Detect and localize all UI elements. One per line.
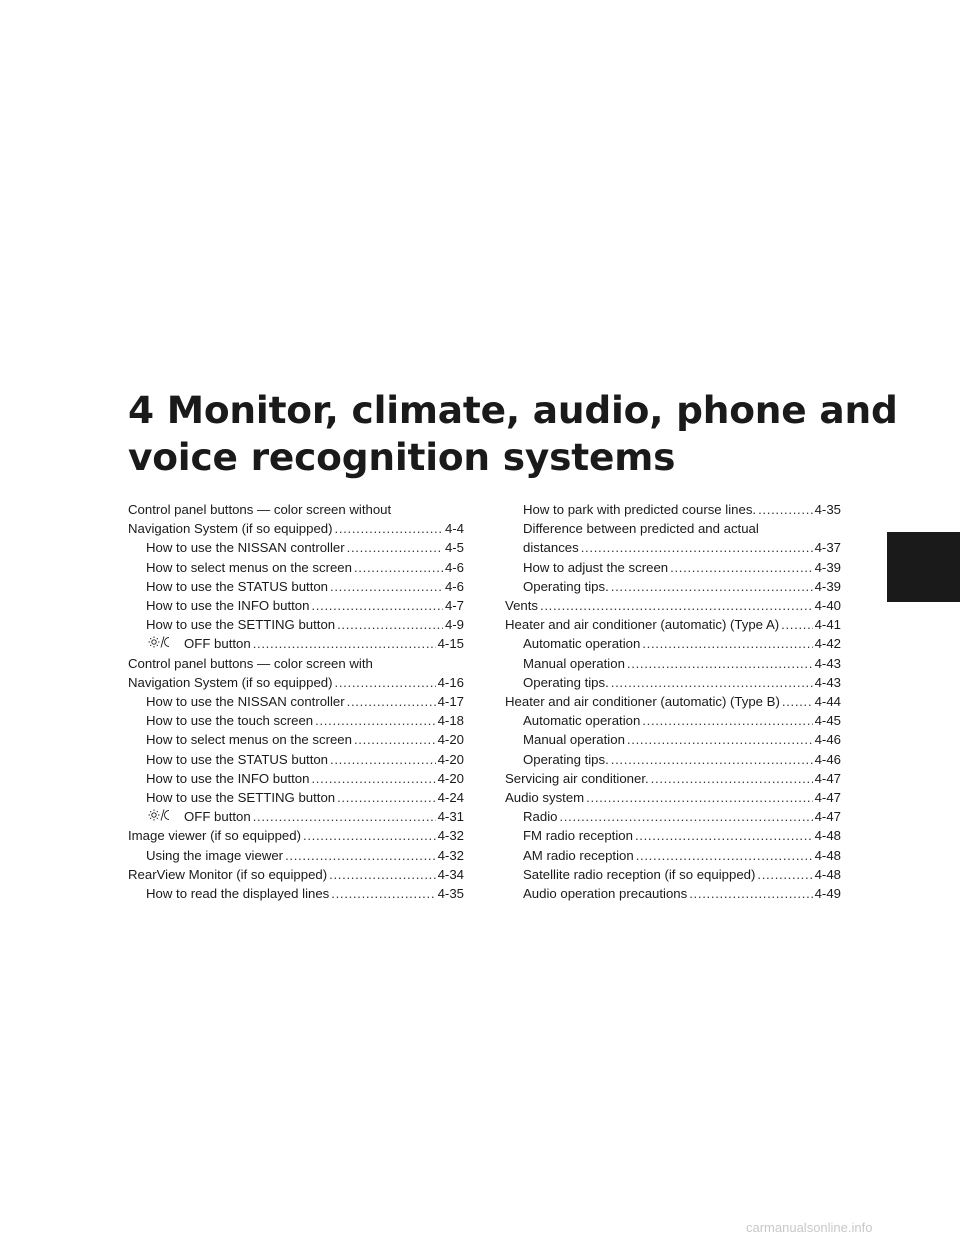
toc-entry [128, 500, 464, 538]
dot-leader [627, 730, 813, 749]
toc-entry-title: How to use the NISSAN controller [146, 540, 345, 556]
toc-entry-page: 4-32 [437, 828, 464, 844]
toc-entry [505, 634, 841, 653]
toc-entry-title-line: Difference between predicted and actual [523, 521, 759, 537]
toc-entry-page: 4-5 [444, 540, 464, 556]
toc-entry-title: Using the image viewer [146, 847, 284, 863]
toc-entry-title-line: Control panel buttons — color screen without [128, 502, 392, 517]
dot-leader [315, 711, 435, 730]
toc-entry [505, 673, 841, 692]
dot-leader [540, 596, 813, 615]
toc-entry [128, 596, 464, 615]
toc-entry-title: Manual operation [523, 655, 625, 671]
toc-entry-title: Radio [523, 809, 558, 825]
toc-entry-page: 4-31 [437, 809, 464, 825]
toc-entry [505, 865, 841, 884]
toc-entry-title: Servicing air conditioner. [505, 770, 649, 786]
dot-leader [782, 692, 813, 711]
toc-entry-title: FM radio reception [523, 828, 633, 844]
toc-entry-title-line: Control panel buttons — color screen with [128, 655, 373, 671]
toc-entry-title: How to park with predicted course lines. [523, 502, 757, 517]
toc-entry-page: 4-6 [444, 559, 464, 575]
dot-leader [354, 558, 443, 577]
toc-entry [505, 654, 841, 673]
toc-entry-title: Heater and air conditioner (automatic) (Type A) [505, 617, 780, 633]
toc-entry-page: 4-43 [814, 655, 841, 671]
toc-entry [128, 788, 464, 807]
toc-entry-page: 4-15 [437, 636, 464, 652]
dot-leader [651, 769, 813, 788]
dot-leader [311, 769, 435, 788]
toc-entry [128, 615, 464, 634]
toc-entry-title: How to use the INFO button [146, 770, 310, 786]
toc-entry-page: 4-16 [437, 674, 464, 690]
dot-leader [611, 673, 813, 692]
toc-entry-title: Operating tips. [523, 674, 609, 690]
toc-entry [505, 615, 841, 634]
toc-entry-title: Audio system [505, 790, 585, 806]
toc-entry-page: 4-39 [814, 559, 841, 575]
toc-entry-page: 4-48 [814, 866, 841, 882]
toc-entry [128, 884, 464, 903]
toc-entry-page: 4-42 [814, 636, 841, 652]
chapter-title: 4 Monitor, climate, audio, phone and voice recognition systems [128, 388, 898, 480]
dot-leader [757, 865, 812, 884]
toc-entry [505, 884, 841, 903]
toc-entry [128, 577, 464, 596]
toc-entry-page: 4-24 [437, 790, 464, 806]
toc-entry-title: Navigation System (if so equipped) [128, 521, 333, 537]
toc-entry-title: Image viewer (if so equipped) [128, 828, 301, 844]
toc-entry [505, 711, 841, 730]
dot-leader [627, 654, 813, 673]
toc-entry-title: distances [523, 540, 579, 556]
dot-leader [329, 865, 435, 884]
toc-entry [505, 596, 841, 615]
toc-entry-page: 4-43 [814, 674, 841, 690]
dot-leader [689, 884, 812, 903]
toc-left-column [128, 500, 464, 903]
toc-entry [128, 692, 464, 711]
toc-entry [128, 769, 464, 788]
toc-entry [505, 730, 841, 749]
toc-entry-title: How to select menus on the screen [146, 559, 352, 575]
dot-leader [330, 750, 436, 769]
toc-entry-title: How to use the SETTING button [146, 617, 336, 633]
toc-entry-page: 4-34 [437, 866, 464, 882]
toc-entry-page: 4-7 [444, 598, 464, 614]
toc-entry [128, 558, 464, 577]
dot-leader [285, 846, 436, 865]
dot-leader [303, 826, 436, 845]
toc-entry [505, 558, 841, 577]
toc-entry-page: 4-46 [814, 732, 841, 748]
toc-right-column [505, 500, 841, 903]
toc-entry [128, 711, 464, 730]
toc-entry [505, 788, 841, 807]
dot-leader [253, 807, 436, 826]
toc-entry [505, 500, 841, 519]
toc-entry-page: 4-20 [437, 751, 464, 767]
toc-entry [505, 807, 841, 826]
toc-entry-page: 4-49 [814, 886, 841, 902]
toc-entry-page: 4-46 [814, 751, 841, 767]
toc-entry-page: 4-35 [814, 502, 841, 517]
dot-leader [337, 615, 443, 634]
toc-entry-title: Satellite radio reception (if so equipped) [523, 866, 756, 882]
toc-entry [128, 654, 464, 692]
toc-entry-page: 4-4 [444, 521, 464, 537]
toc-entry-page: 4-18 [437, 713, 464, 729]
dot-leader [331, 884, 435, 903]
toc-entry-title: How to use the STATUS button [146, 578, 329, 594]
dot-leader [330, 577, 443, 596]
dot-leader [636, 846, 813, 865]
dot-leader [354, 730, 436, 749]
dot-leader [670, 558, 812, 577]
toc-entry-title: How to read the displayed lines [146, 886, 330, 902]
toc-entry-page: 4-20 [437, 732, 464, 748]
toc-entry-title: Automatic operation [523, 636, 641, 652]
toc-entry [128, 865, 464, 884]
toc-entry [128, 750, 464, 769]
toc-entry-title: AM radio reception [523, 847, 634, 863]
toc-entry [505, 769, 841, 788]
dot-leader [758, 500, 813, 519]
dot-leader [253, 634, 436, 653]
toc-entry-title: OFF button [184, 636, 251, 652]
toc-entry-page: 4-35 [437, 886, 464, 902]
dot-leader [581, 538, 813, 557]
dot-leader [311, 596, 442, 615]
toc-entry-title: How to adjust the screen [523, 559, 669, 575]
toc-entry-title: Heater and air conditioner (automatic) (Type B) [505, 694, 780, 710]
dot-leader [642, 711, 812, 730]
toc-entry-page: 4-17 [437, 694, 464, 710]
toc-entry-page: 4-48 [814, 847, 841, 863]
toc-entry [128, 730, 464, 749]
toc-entry [128, 538, 464, 557]
toc-entry-title: Navigation System (if so equipped) [128, 674, 333, 690]
toc-entry-page: 4-41 [814, 617, 841, 633]
toc-entry [505, 577, 841, 596]
toc-entry-title: How to use the NISSAN controller [146, 694, 345, 710]
dot-leader [347, 538, 443, 557]
toc-entry [128, 846, 464, 865]
toc-entry-title: How to use the SETTING button [146, 790, 336, 806]
toc-entry-page: 4-47 [814, 809, 841, 825]
toc-entry-title: How to select menus on the screen [146, 732, 352, 748]
toc-entry [505, 692, 841, 711]
dot-leader [337, 788, 435, 807]
toc-entry-page: 4-32 [437, 847, 464, 863]
dot-leader [635, 826, 813, 845]
toc-entry-title: Vents [505, 598, 538, 614]
toc-entry-page: 4-20 [437, 770, 464, 786]
toc-entry-title: Audio operation precautions [523, 886, 688, 902]
dot-leader [559, 807, 812, 826]
watermark: carmanualsonline.info [746, 1220, 873, 1235]
toc-entry-page: 4-45 [814, 713, 841, 729]
toc-entry-title: How to use the STATUS button [146, 751, 329, 767]
toc-entry-page: 4-9 [444, 617, 464, 633]
dot-leader [586, 788, 812, 807]
toc-entry-page: 4-39 [814, 578, 841, 594]
toc-entry [505, 750, 841, 769]
dot-leader [347, 692, 436, 711]
toc-entry-title: Manual operation [523, 732, 625, 748]
toc-entry-page: 4-47 [814, 790, 841, 806]
toc-entry-page: 4-47 [814, 770, 841, 786]
chapter-tab [887, 532, 960, 602]
dot-leader [611, 577, 813, 596]
dot-leader [611, 750, 813, 769]
toc-entry-title: OFF button [184, 809, 251, 825]
toc-entry [505, 846, 841, 865]
toc-entry-title: Operating tips. [523, 578, 609, 594]
dot-leader [335, 673, 436, 692]
toc-entry-title: Automatic operation [523, 713, 641, 729]
toc-entry [505, 826, 841, 845]
dot-leader [642, 634, 812, 653]
toc-entry-title: How to use the INFO button [146, 598, 310, 614]
brightness-display-icon [148, 635, 178, 649]
toc-entry-title: RearView Monitor (if so equipped) [128, 866, 328, 882]
toc-entry-page: 4-48 [814, 828, 841, 844]
toc-entry [128, 634, 464, 653]
toc-entry-page: 4-44 [814, 694, 841, 710]
toc-entry-page: 4-37 [814, 540, 841, 556]
dot-leader [335, 519, 443, 538]
toc-entry-title: Operating tips. [523, 751, 609, 767]
toc-entry [505, 519, 841, 557]
toc-entry [128, 807, 464, 826]
toc-entry-title: How to use the touch screen [146, 713, 314, 729]
toc-entry [128, 826, 464, 845]
brightness-display-icon [148, 808, 178, 822]
toc-entry-page: 4-6 [444, 578, 464, 594]
dot-leader [781, 615, 812, 634]
toc-entry-page: 4-40 [814, 598, 841, 614]
